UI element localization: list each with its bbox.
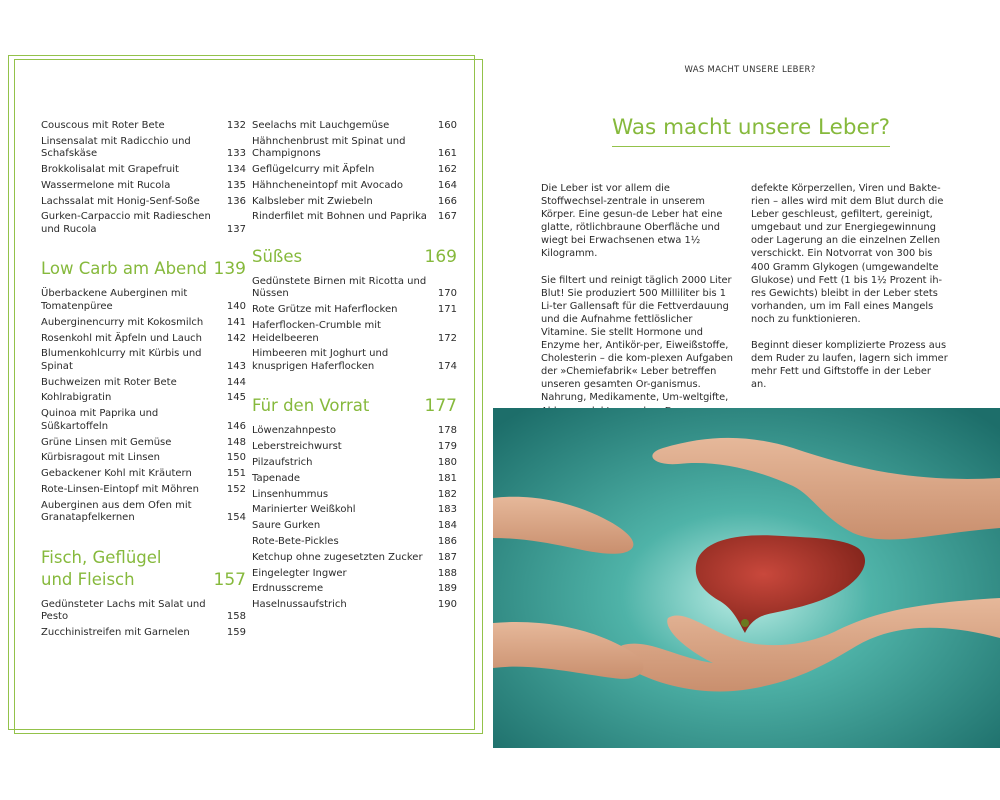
liver-hands-photo: [493, 408, 1000, 748]
toc-entry-title: Seelachs mit Lauchgemüse: [252, 120, 390, 131]
toc-entry-title: Wassermelone mit Rucola: [41, 179, 171, 191]
toc-entry-title: Kohlrabigratin: [41, 392, 112, 404]
toc-entry-title: Überbackene Auberginen mit Tomatenpüree: [41, 288, 188, 312]
toc-entry-title: Rote-Bete-Pickles: [252, 535, 339, 547]
toc-entry-title: Gedünstete Birnen mit Ricotta und Nüssen: [252, 275, 427, 300]
toc-entry: [252, 552, 457, 565]
toc-entry-title: Rosenkohl mit Äpfeln und Lauch: [41, 332, 203, 344]
toc-entry-page: 158: [226, 611, 246, 623]
toc-entry-page: 150: [226, 452, 246, 464]
toc-entry-page: 188: [437, 567, 457, 579]
toc-section-title: Fisch, Geflügel und Fleisch: [41, 547, 162, 589]
toc-entry: [252, 473, 457, 486]
toc-section-title: Für den Vorrat: [252, 396, 370, 416]
toc-entry-title: Auberginen aus dem Ofen mit Granatapfelkernen: [41, 499, 192, 524]
toc-entry-page: 135: [226, 179, 246, 191]
toc-entry-page: 189: [437, 583, 457, 595]
toc-entry-title: Rote-Linsen-Eintopf mit Möhren: [41, 483, 199, 495]
toc-entry-title: Linsenhummus: [252, 488, 329, 500]
toc-entry-page: 164: [437, 179, 457, 191]
toc-entry-page: 182: [437, 488, 457, 500]
toc-entry-page: 154: [226, 512, 246, 524]
toc-entry: [41, 164, 246, 177]
toc-entry-page: 137: [226, 223, 246, 235]
toc-entry-title: Saure Gurken: [252, 520, 321, 532]
toc-entry-page: 143: [226, 360, 246, 372]
toc-entry: [252, 120, 457, 133]
toc-section-page: 157: [213, 569, 246, 590]
toc-entry-title: Blumenkohlcurry mit Kürbis und Spinat: [41, 348, 202, 372]
toc-section-title: Low Carb am Abend: [41, 259, 208, 279]
toc-entry-title: Lachssalat mit Honig-Senf-Soße: [41, 195, 200, 207]
toc-entry: [41, 180, 246, 193]
toc-entry-title: Tapenade: [252, 472, 301, 484]
toc-entry: [252, 536, 457, 549]
toc-entry-page: 183: [437, 504, 457, 516]
paragraph: Beginnt dieser komplizierte Prozess aus dem Ruder zu laufen, lagern sich immer mehr Fett und Giftstoffe in der Leber an.: [751, 340, 948, 391]
toc-entry: [252, 504, 457, 517]
toc-entry: [252, 489, 457, 502]
toc-entry: [252, 276, 457, 301]
running-head: WAS MACHT UNSERE LEBER?: [684, 65, 816, 75]
toc-entry-page: 170: [437, 288, 457, 300]
toc-entry: [252, 520, 457, 533]
toc-entry: [252, 425, 457, 438]
toc-entry-title: Grüne Linsen mit Gemüse: [41, 436, 172, 448]
toc-entry-title: Quinoa mit Paprika und Süßkartoffeln: [41, 408, 159, 432]
toc-entry-title: Kalbsleber mit Zwiebeln: [252, 195, 373, 207]
toc-entry-title: Kürbisragout mit Linsen: [41, 452, 160, 464]
toc-entry-page: 178: [437, 425, 457, 437]
toc-column-left: [41, 120, 246, 643]
toc-entry-page: 152: [226, 483, 246, 495]
toc-entry-page: 166: [437, 195, 457, 207]
toc-entry: [41, 484, 246, 497]
toc-entry: [252, 320, 457, 345]
toc-entry-page: 186: [437, 535, 457, 547]
toc-entry-title: Pilzaufstrich: [252, 456, 313, 468]
toc-entry-title: Erdnusscreme: [252, 583, 324, 595]
toc-entry-page: 167: [437, 211, 457, 223]
paragraph: Die Leber ist vor allem die Stoffwechsel-zentrale in unserem Körper. Eine gesun-de Leber hat eine glatte, rötlichbraune Oberfläche und wiegt bei Erwachsenen etwa 1½ Kilogramm.: [541, 183, 723, 260]
toc-entry-title: Brokkolisalat mit Grapefruit: [41, 164, 179, 176]
toc-entry: [41, 437, 246, 450]
toc-entry-page: 132: [226, 120, 246, 131]
toc-entry: [41, 333, 246, 346]
toc-entry: [252, 180, 457, 193]
toc-entry-page: 162: [437, 164, 457, 176]
toc-entry: [41, 317, 246, 330]
toc-entry-page: 133: [226, 148, 246, 160]
toc-entry-page: 181: [437, 472, 457, 484]
toc-entry-title: Zucchinistreifen mit Garnelen: [41, 627, 190, 639]
toc-entry-page: 187: [437, 551, 457, 563]
toc-entry-title: Couscous mit Roter Bete: [41, 120, 165, 131]
toc-entry-title: Haselnussaufstrich: [252, 599, 347, 611]
toc-entry-page: 134: [226, 164, 246, 176]
toc-section-heading: [252, 395, 457, 417]
toc-section-title: Süßes: [252, 246, 303, 266]
toc-entry-page: 184: [437, 520, 457, 532]
toc-entry-page: 148: [226, 436, 246, 448]
toc-entry-title: Rote Grütze mit Haferflocken: [252, 304, 398, 316]
article-column-left: [541, 182, 738, 431]
toc-section-heading: [41, 547, 246, 591]
toc-entry-title: Auberginencurry mit Kokosmilch: [41, 316, 204, 328]
toc-entry-title: Hähncheneintopf mit Avocado: [252, 179, 404, 191]
toc-entry-title: Eingelegter Ingwer: [252, 567, 347, 579]
toc-entry-page: 142: [226, 332, 246, 344]
toc-entry-title: Buchweizen mit Roter Bete: [41, 376, 177, 388]
toc-column-right: [252, 120, 457, 615]
toc-entry-page: 172: [437, 332, 457, 344]
toc-entry-title: Löwenzahnpesto: [252, 425, 336, 437]
toc-entry: [252, 583, 457, 596]
toc-entry-title: Gebackener Kohl mit Kräutern: [41, 468, 192, 480]
toc-entry-page: 141: [226, 316, 246, 328]
toc-entry: [41, 196, 246, 209]
toc-entry-title: Gurken-Carpaccio mit Radieschen und Rucola: [41, 211, 211, 235]
toc-entry-page: 179: [437, 441, 457, 453]
toc-section-page: 169: [424, 246, 457, 267]
toc-entry-title: Gedünsteter Lachs mit Salat und Pesto: [41, 598, 206, 623]
toc-entry: [41, 136, 246, 161]
toc-entry: [252, 304, 457, 317]
toc-entry: [41, 408, 246, 433]
toc-entry: [41, 377, 246, 390]
toc-entry-title: Leberstreichwurst: [252, 441, 342, 453]
toc-entry-title: Linsensalat mit Radicchio und Schafskäse: [41, 135, 191, 160]
toc-entry-page: 190: [437, 599, 457, 611]
toc-section-heading: [252, 246, 457, 268]
toc-entry-title: Haferflocken-Crumble mit Heidelbeeren: [252, 320, 381, 344]
toc-entry-page: 146: [226, 420, 246, 432]
toc-entry-page: 160: [437, 120, 457, 131]
toc-entry: [41, 348, 246, 373]
toc-entry-page: 174: [437, 360, 457, 372]
paragraph: Sie filtert und reinigt täglich 2000 Liter Blut! Sie produziert 500 Milliliter bis 1 Li-ter Gallensaft für die Fettverdauung und die Aufnahme fettlöslicher Vitamine. Sie stellt Hormone und Enzyme her, Antikör-per, Eiweißstoffe, Cholesterin – die kom-plexen Aufgaben der »Chemiefabrik« Leber betreffen unseren gesamten Or-ganismus. Nahrung, Medikamente, Um-weltgifte,: [541, 274, 734, 404]
toc-entry: [252, 136, 457, 161]
toc-entry-page: 171: [437, 304, 457, 316]
toc-entry: [41, 288, 246, 313]
toc-entry: [41, 211, 246, 236]
paragraph: defekte Körperzellen, Viren und Bakte-rien – alles wird mit dem Blut durch die Leber geschleust, gefiltert, gereinigt, umgebaut und zur Energiegewinnung oder Lagerung an die einzelnen Zellen verschickt. Ein Notvorrat von 300 bis 400 Gramm Glykogen (umgewandelte Glukose) und Fett (1 bis 1½ Prozent ih-res Gewichts) bleibt in der Leber stets vorhanden, um im Fall eines Mangels noch zu funktionieren.: [751, 183, 944, 325]
toc-section-heading: [41, 258, 246, 280]
toc-entry: [252, 568, 457, 581]
toc-entry: [41, 392, 246, 405]
toc-section-page: 139: [213, 259, 246, 280]
toc-entry: [41, 599, 246, 624]
toc-entry-title: Ketchup ohne zugesetzten Zucker: [252, 551, 423, 563]
toc-entry: [252, 599, 457, 612]
toc-entry-page: 136: [226, 195, 246, 207]
toc-entry-page: 151: [226, 468, 246, 480]
toc-entry: [41, 627, 246, 640]
chapter-title: Was macht unsere Leber?: [612, 115, 890, 147]
toc-entry: [41, 452, 246, 465]
toc-entry-page: 140: [226, 300, 246, 312]
toc-entry: [41, 468, 246, 481]
toc-entry: [252, 348, 457, 373]
toc-entry-title: Rinderfilet mit Bohnen und Paprika: [252, 211, 427, 223]
toc-entry: [252, 441, 457, 454]
toc-entry: [252, 211, 457, 224]
article-column-right: [751, 182, 949, 404]
toc-entry-page: 180: [437, 456, 457, 468]
toc-entry-page: 159: [226, 627, 246, 639]
toc-entry-title: Geflügelcurry mit Äpfeln: [252, 164, 375, 176]
toc-entry-page: 161: [437, 148, 457, 160]
toc-entry-page: 145: [226, 392, 246, 404]
toc-entry-title: Himbeeren mit Joghurt und knusprigen Haferflocken: [252, 348, 389, 372]
toc-section-page: 177: [424, 396, 457, 417]
toc-entry: [252, 196, 457, 209]
toc-entry: [41, 120, 246, 133]
toc-entry: [41, 500, 246, 525]
toc-entry: [252, 164, 457, 177]
toc-entry-title: Hähnchenbrust mit Spinat und Champignons: [252, 135, 406, 160]
toc-entry-page: 144: [226, 376, 246, 388]
toc-entry: [252, 457, 457, 470]
toc-entry-title: Marinierter Weißkohl: [252, 504, 356, 516]
